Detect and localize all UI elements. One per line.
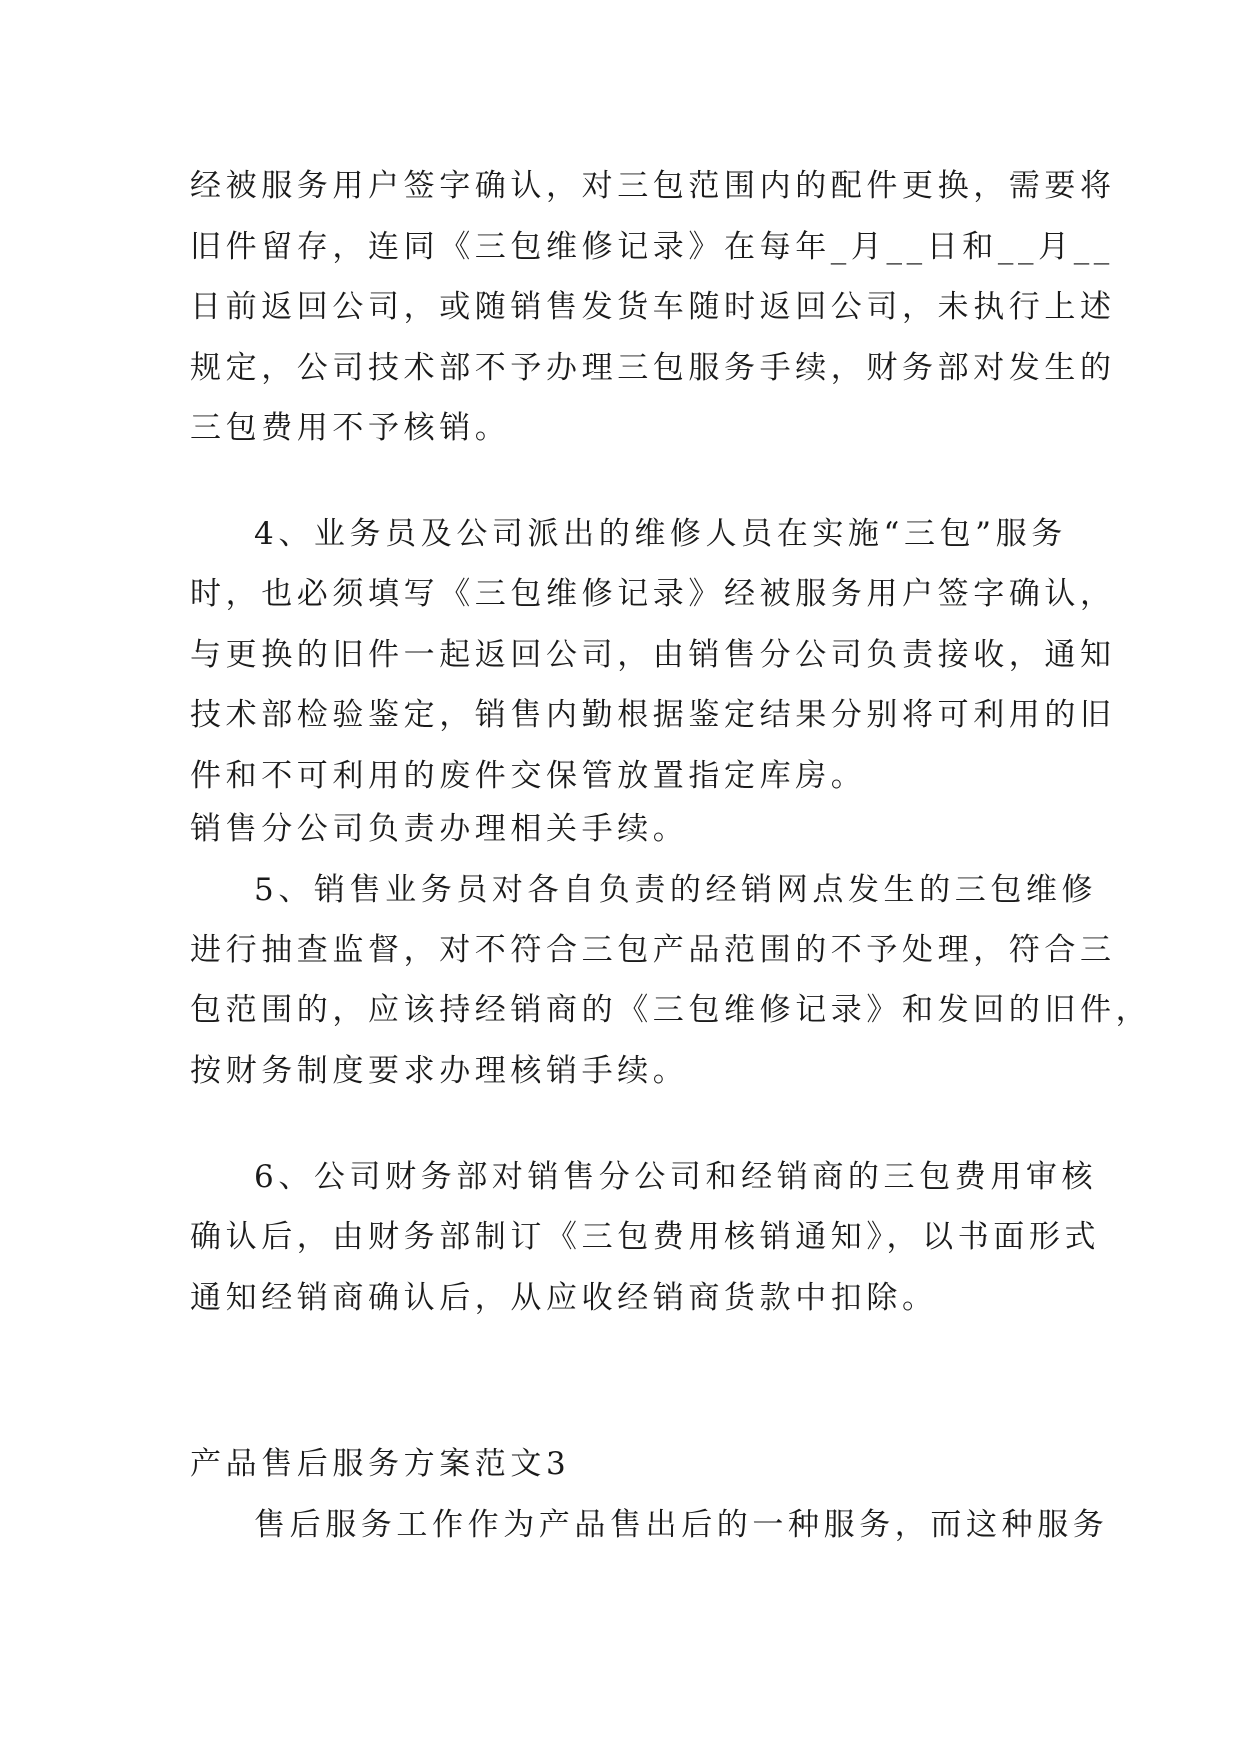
paragraph-4-line-6: 销售分公司负责办理相关手续。	[190, 811, 689, 847]
paragraph-3-line-1: 经被服务用户签字确认，对三包范围内的配件更换，需要将	[190, 168, 1116, 204]
paragraph-5-line-4: 按财务制度要求办理核销手续。	[190, 1053, 689, 1089]
paragraph-4-line-3: 与更换的旧件一起返回公司，由销售分公司负责接收，通知	[190, 637, 1116, 673]
paragraph-6-line-3: 通知经销商确认后，从应收经销商货款中扣除。	[190, 1280, 938, 1316]
paragraph-3-line-2: 旧件留存，连同《三包维修记录》在每年_月__日和__月__	[190, 229, 1114, 265]
paragraph-5-line-3: 包范围的，应该持经销商的《三包维修记录》和发回的旧件，	[190, 992, 1152, 1028]
paragraph-6-line-2: 确认后，由财务部制订《三包费用核销通知》，以书面形式	[190, 1219, 1101, 1255]
section-paragraph-line-1: 售后服务工作作为产品售出后的一种服务，而这种服务	[254, 1507, 1109, 1543]
paragraph-4-line-2: 时，也必须填写《三包维修记录》经被服务用户签字确认，	[190, 576, 1116, 612]
paragraph-3-line-4: 规定，公司技术部不予办理三包服务手续，财务部对发生的	[190, 350, 1116, 386]
paragraph-5-line-1: 5、销售业务员对各自负责的经销网点发生的三包维修	[254, 872, 1098, 908]
paragraph-4-line-5: 件和不可利用的废件交保管放置指定库房。	[190, 758, 867, 794]
paragraph-5-line-2: 进行抽查监督，对不符合三包产品范围的不予处理，符合三	[190, 932, 1116, 968]
paragraph-3-line-5: 三包费用不予核销。	[190, 410, 511, 446]
paragraph-6-line-1: 6、公司财务部对销售分公司和经销商的三包费用审核	[254, 1159, 1098, 1195]
section-heading: 产品售后服务方案范文3	[190, 1446, 571, 1482]
paragraph-3-line-3: 日前返回公司，或随销售发货车随时返回公司，未执行上述	[190, 289, 1116, 325]
paragraph-4-line-1: 4、业务员及公司派出的维修人员在实施“三包”服务	[254, 516, 1067, 552]
paragraph-4-line-4: 技术部检验鉴定，销售内勤根据鉴定结果分别将可利用的旧	[190, 697, 1116, 733]
